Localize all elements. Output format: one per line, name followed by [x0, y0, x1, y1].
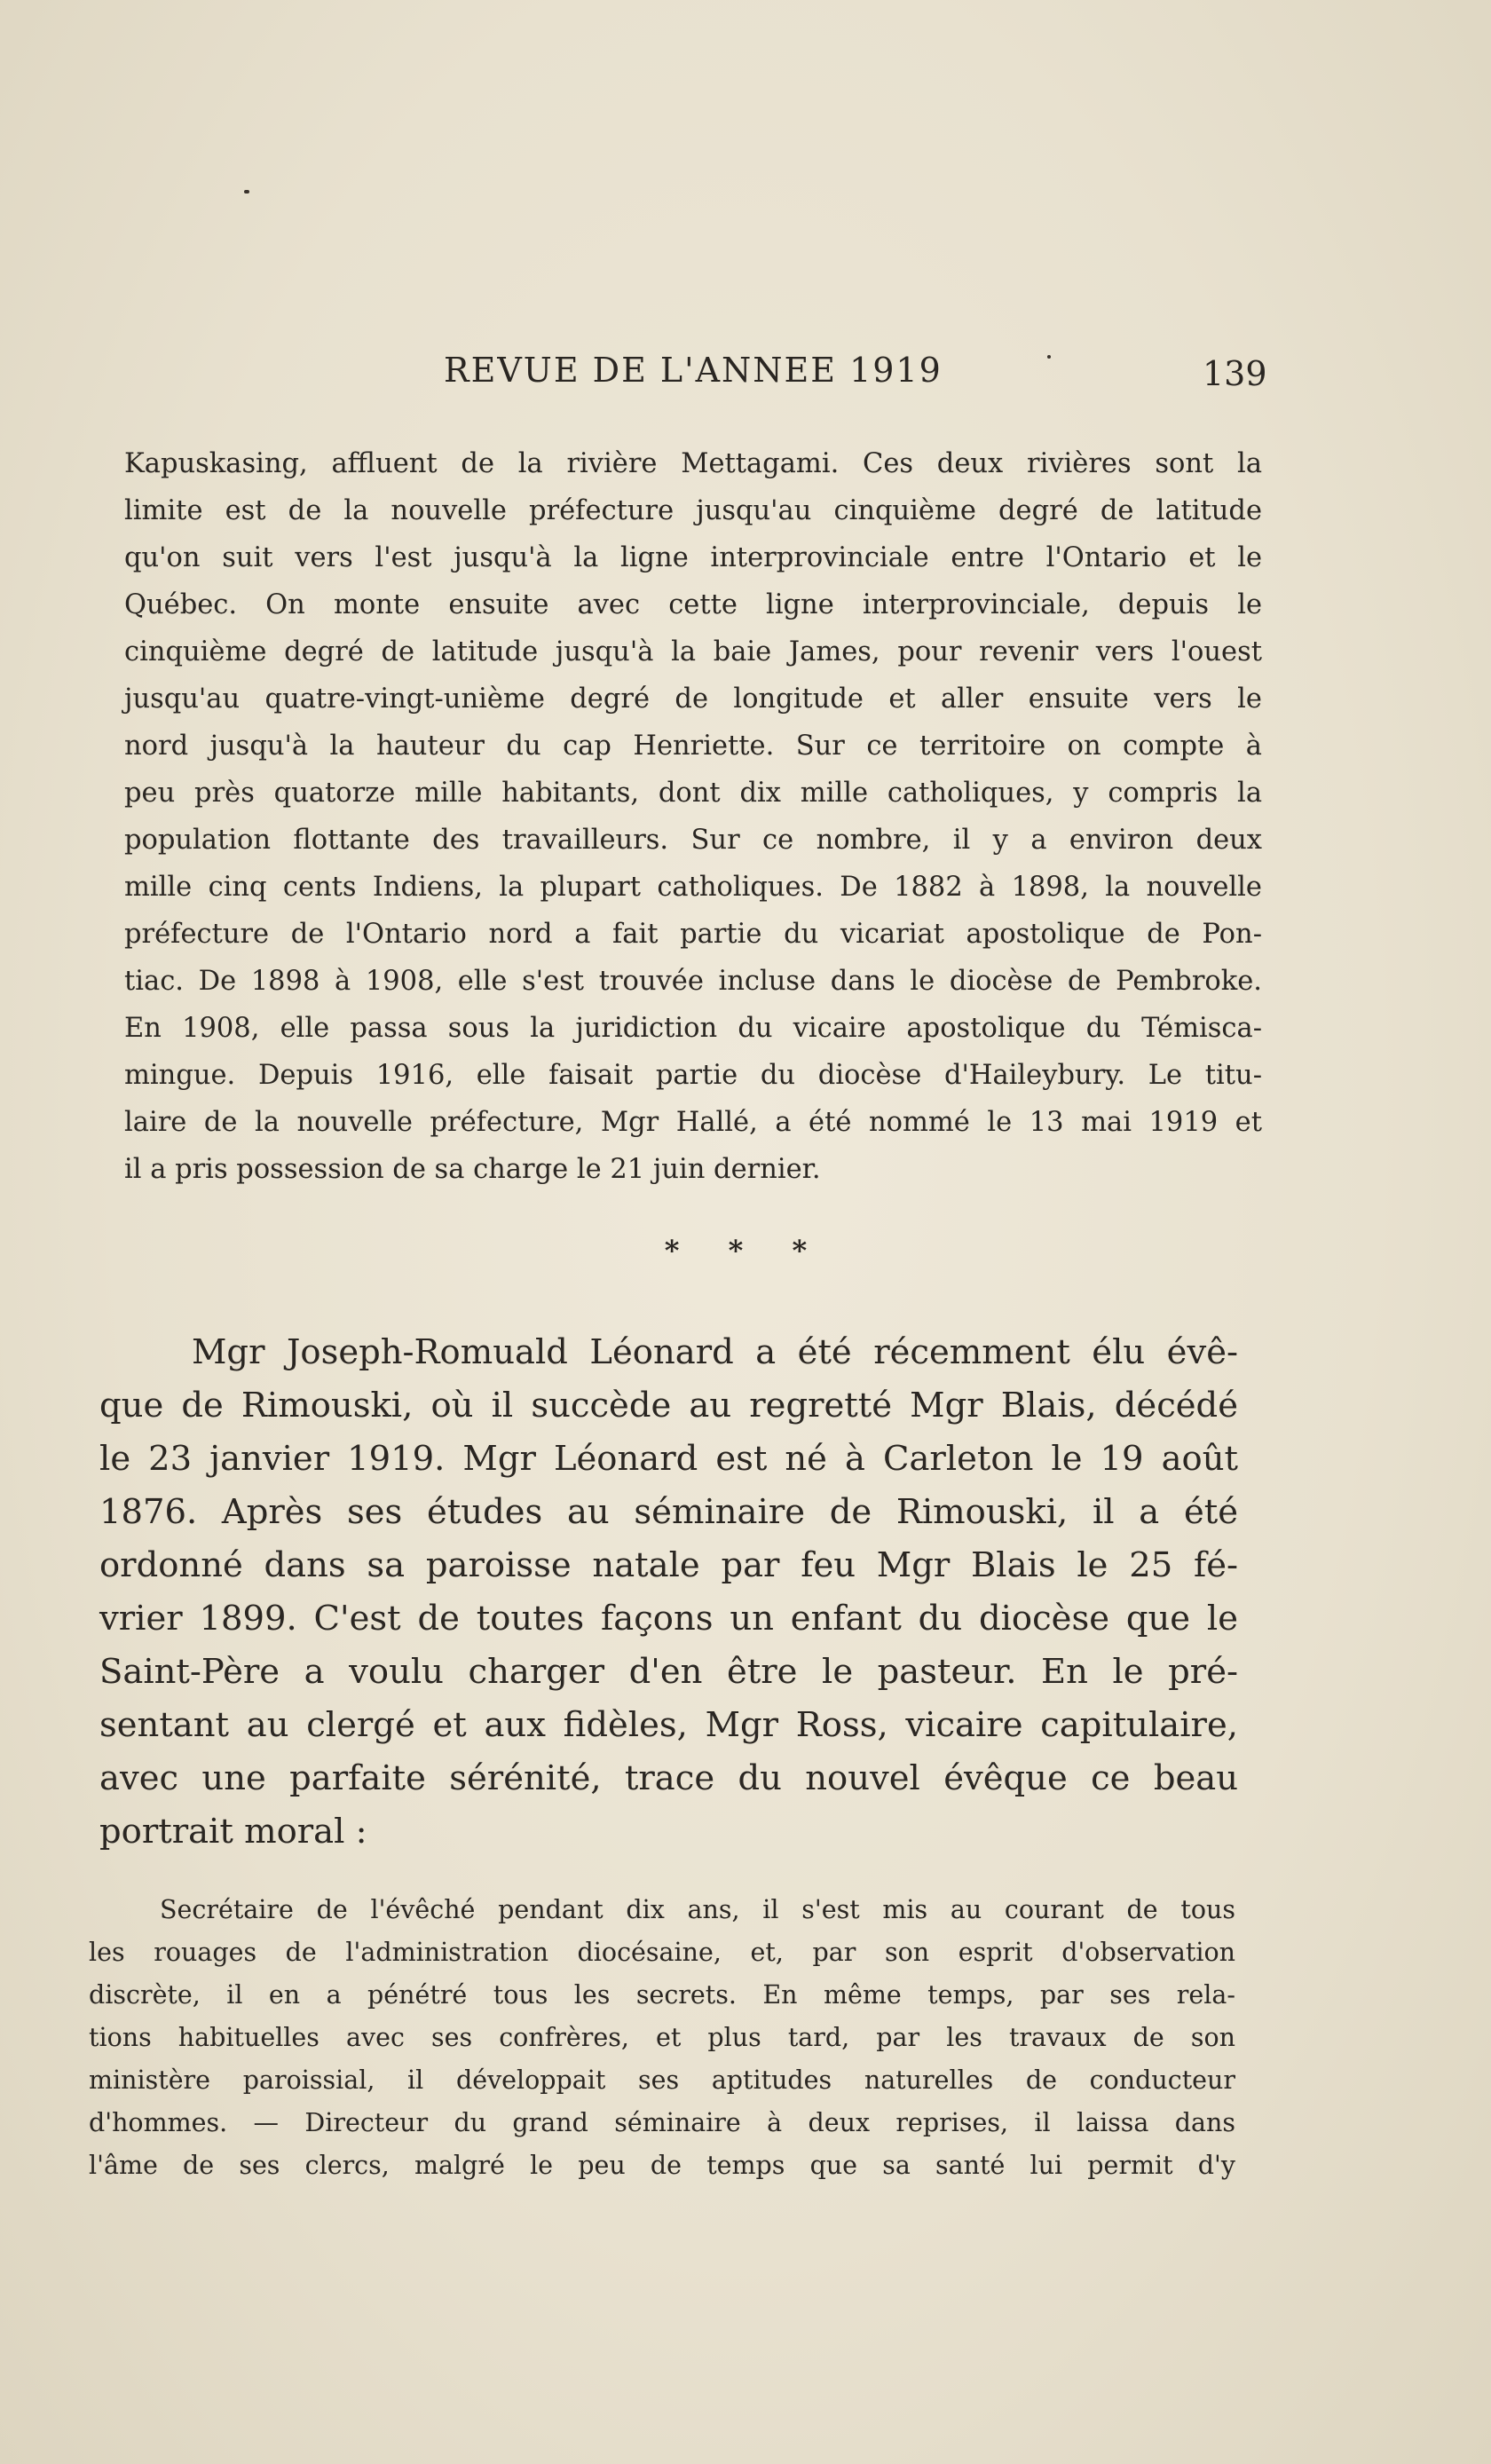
quote-line: l'âme de ses clercs, malgré le peu de temps que sa santé lui permit d'y — [89, 2151, 1235, 2180]
text-line: portrait moral : — [99, 1812, 367, 1852]
ink-speck — [244, 190, 249, 193]
body-paragraph-prefecture — [124, 440, 1262, 1193]
text-line: avec une parfaite sérénité, trace du nouvel évêque ce beau — [99, 1758, 1238, 1798]
quote-line: d'hommes. — Directeur du grand séminaire à deux reprises, il laissa dans — [89, 2108, 1235, 2137]
text-line: 1876. Après ses études au séminaire de Rimouski, il a été — [99, 1492, 1238, 1532]
text-line: cinquième degré de latitude jusqu'à la baie James, pour revenir vers l'ouest — [124, 636, 1262, 667]
page-number: 139 — [1203, 354, 1267, 393]
text-line: En 1908, elle passa sous la juridiction du vicaire apostolique du Témisca- — [124, 1013, 1262, 1044]
text-line: le 23 janvier 1919. Mgr Léonard est né à Carleton le 19 août — [99, 1439, 1238, 1479]
text-line: mille cinq cents Indiens, la plupart catholiques. De 1882 à 1898, la nouvelle — [124, 872, 1262, 903]
text-line: il a pris possession de sa charge le 21 juin dernier. — [124, 1154, 821, 1185]
text-line: que de Rimouski, où il succède au regretté Mgr Blais, décédé — [99, 1386, 1238, 1425]
text-line: vrier 1899. C'est de toutes façons un enfant du diocèse que le — [99, 1599, 1238, 1639]
text-line: sentant au clergé et aux fidèles, Mgr Ross, vicaire capitulaire, — [99, 1705, 1238, 1745]
text-line: ordonné dans sa paroisse natale par feu Mgr Blais le 25 fé- — [99, 1545, 1238, 1585]
section-separator: * * * — [664, 1234, 827, 1268]
quote-line: ministère paroissial, il développait ses aptitudes naturelles de conducteur — [89, 2065, 1235, 2095]
text-line: jusqu'au quatre-vingt-unième degré de longitude et aller ensuite vers le — [124, 683, 1262, 715]
text-line: Mgr Joseph-Romuald Léonard a été récemment élu évê- — [192, 1332, 1238, 1372]
text-line: laire de la nouvelle préfecture, Mgr Hallé, a été nommé le 13 mai 1919 et — [124, 1107, 1262, 1138]
quote-line: tions habituelles avec ses confrères, et plus tard, par les travaux de son — [89, 2023, 1235, 2052]
quote-line: les rouages de l'administration diocésaine, et, par son esprit d'observation — [89, 1938, 1235, 1967]
page-header — [0, 351, 1491, 395]
text-line: nord jusqu'à la hauteur du cap Henriette. Sur ce territoire on compte à — [124, 731, 1262, 762]
text-line: qu'on suit vers l'est jusqu'à la ligne interprovinciale entre l'Ontario et le — [124, 542, 1262, 573]
text-line: limite est de la nouvelle préfecture jusqu'au cinquième degré de latitude — [124, 495, 1262, 526]
text-line: Québec. On monte ensuite avec cette ligne interprovinciale, depuis le — [124, 589, 1262, 620]
quote-line: discrète, il en a pénétré tous les secrets. En même temps, par ses rela- — [89, 1980, 1235, 2010]
text-line: Saint-Père a voulu charger d'en être le pasteur. En le pré- — [99, 1652, 1238, 1692]
body-paragraph-leonard — [99, 1326, 1238, 1859]
text-line: peu près quatorze mille habitants, dont dix mille catholiques, y compris la — [124, 778, 1262, 809]
block-quote — [89, 1889, 1235, 2187]
running-title: REVUE DE L'ANNEE 1919 — [444, 351, 943, 390]
text-line: Kapuskasing, affluent de la rivière Mettagami. Ces deux rivières sont la — [124, 448, 1262, 479]
text-line: préfecture de l'Ontario nord a fait partie du vicariat apostolique de Pon- — [124, 919, 1262, 950]
text-line: population flottante des travailleurs. Sur ce nombre, il y a environ deux — [124, 825, 1262, 856]
quote-line: Secrétaire de l'évêché pendant dix ans, il s'est mis au courant de tous — [160, 1895, 1235, 1924]
text-line: mingue. Depuis 1916, elle faisait partie du diocèse d'Haileybury. Le titu- — [124, 1060, 1262, 1091]
text-line: tiac. De 1898 à 1908, elle s'est trouvée incluse dans le diocèse de Pembroke. — [124, 966, 1262, 997]
